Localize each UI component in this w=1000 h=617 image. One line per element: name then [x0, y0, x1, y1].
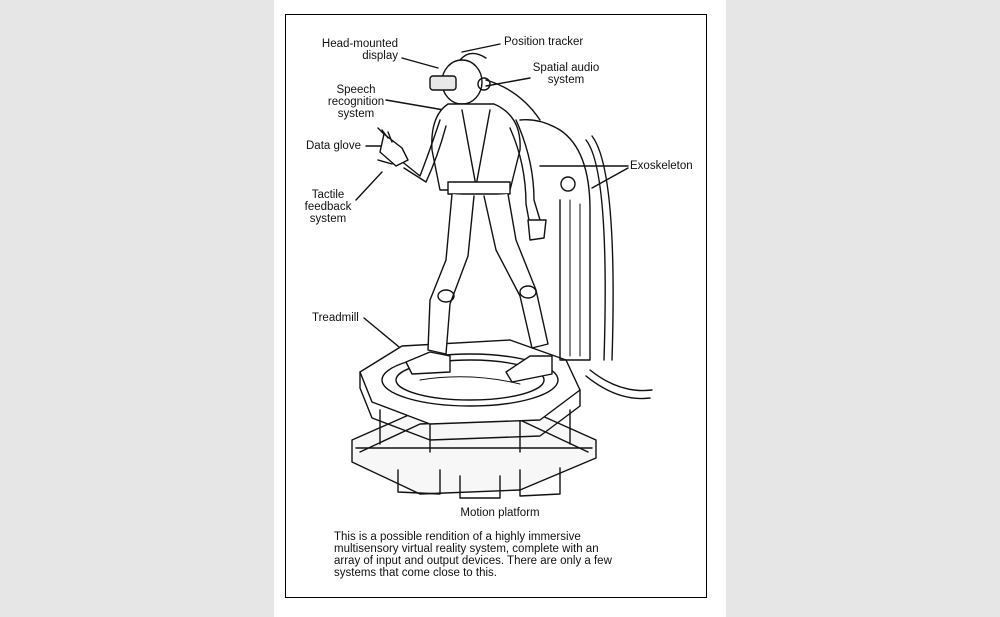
leader-tactile [356, 172, 382, 200]
label-motion-platform: Motion platform [460, 507, 540, 519]
figure-caption: This is a possible rendition of a highly immersive multisensory virtual reality system, complete with an array of input and output devices. There are only a few systems that come close to this. [334, 531, 612, 579]
leader-hmd [402, 58, 438, 68]
leader-speech [386, 100, 444, 110]
label-head-mounted-display: Head-mounted display [321, 38, 398, 62]
label-exoskeleton: Exoskeleton [630, 160, 693, 172]
label-data-glove: Data glove [306, 140, 361, 152]
label-speech-recognition-system: Speech recognition system [327, 84, 385, 120]
label-treadmill: Treadmill [312, 312, 359, 324]
label-position-tracker: Position tracker [504, 36, 584, 48]
leader-position-tracker [462, 44, 500, 52]
label-tactile-feedback-system: Tactile feedback system [304, 189, 352, 225]
label-spatial-audio-system: Spatial audio system [532, 62, 600, 86]
